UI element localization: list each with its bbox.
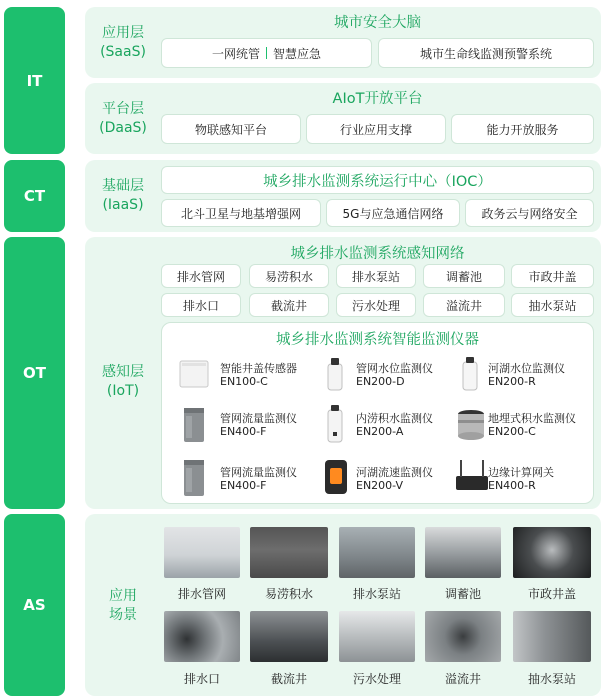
device-model: EN100-C xyxy=(220,375,268,388)
sidebar-ot xyxy=(4,237,65,509)
device-name: 边缘计算网关 xyxy=(488,466,554,479)
daas-box-label: 行业应用支撑 xyxy=(339,122,412,137)
scene-caption: 易涝积水 xyxy=(264,587,313,601)
device-name: 地埋式积水监测仪 xyxy=(488,412,576,425)
device-model: EN400-R xyxy=(488,479,536,492)
network-item-pump-station xyxy=(336,264,416,288)
network-item-sewage-treatment xyxy=(336,293,416,317)
device-item xyxy=(454,456,594,498)
iaas-title: 城乡排水监测系统运行中心（IOC） xyxy=(263,173,492,190)
scene-photo-sewage-treatment xyxy=(339,611,415,662)
saas-box-lifeline-label: 城市生命线监测预警系统 xyxy=(419,46,552,61)
scenes-layer-label xyxy=(85,587,161,625)
iaas-layer-sub: (IaaS) xyxy=(102,197,144,213)
saas-layer-label xyxy=(85,24,161,62)
device-name: 管网流量监测仪 xyxy=(220,466,297,479)
scene-photo-waterlogging xyxy=(250,527,328,578)
router-icon xyxy=(454,456,490,498)
iaas-box-5g xyxy=(326,199,460,227)
iaas-box-label: 政务云与网络安全 xyxy=(481,206,578,221)
daas-box-label: 能力开放服务 xyxy=(486,122,559,137)
scene-photo-storage-tank xyxy=(425,527,501,578)
iaas-layer-name: 基础层 xyxy=(102,178,144,194)
device-item xyxy=(454,404,594,444)
sidebar-ot-label: OT xyxy=(23,364,46,382)
device-name: 河湖水位监测仪 xyxy=(488,362,565,375)
network-item-outfall xyxy=(161,293,241,317)
flow-meter-icon xyxy=(176,404,212,444)
saas-layer-sub: (SaaS) xyxy=(100,44,146,60)
scene-photo-manhole xyxy=(513,527,591,578)
device-model: EN400-F xyxy=(220,425,267,438)
device-name: 管网水位监测仪 xyxy=(356,362,433,375)
device-model: EN200-A xyxy=(356,425,404,438)
level-meter-icon xyxy=(318,356,354,392)
scenes-layer-name-2: 场景 xyxy=(109,607,137,623)
daas-box-label: 物联感知平台 xyxy=(194,122,267,137)
network-item-label: 溢流井 xyxy=(445,298,482,313)
scene-photo-drain-pump xyxy=(513,611,591,662)
network-item-label: 排水泵站 xyxy=(351,269,400,284)
network-item-drain-pump xyxy=(511,293,594,317)
device-model: EN200-R xyxy=(488,375,536,388)
waterlogging-icon xyxy=(318,404,354,444)
scenes-layer-name-1: 应用 xyxy=(109,588,137,604)
scene-photo-overflow-well xyxy=(425,611,501,662)
scene-photo-outfall xyxy=(164,611,240,662)
daas-layer-name: 平台层 xyxy=(102,101,144,117)
network-item-label: 调蓄池 xyxy=(445,269,482,284)
saas-box-lifeline xyxy=(378,38,594,68)
device-name: 管网流量监测仪 xyxy=(220,412,297,425)
buried-sensor-icon xyxy=(454,404,490,444)
device-model: EN200-V xyxy=(356,479,404,492)
radar-level-icon xyxy=(454,356,490,392)
device-name: 智能井盖传感器 xyxy=(220,362,297,375)
scene-caption: 排水泵站 xyxy=(352,587,401,601)
daas-title: AIoT开放平台 xyxy=(332,91,423,107)
device-item xyxy=(318,356,458,392)
saas-layer-name: 应用层 xyxy=(102,25,144,41)
device-item xyxy=(176,356,316,392)
scene-caption: 截流井 xyxy=(270,672,307,686)
device-item xyxy=(176,456,316,498)
network-item-label: 排水口 xyxy=(182,298,219,313)
scene-caption: 调蓄池 xyxy=(444,587,481,601)
sidebar-it xyxy=(4,7,65,154)
saas-title: 城市安全大脑 xyxy=(334,15,421,31)
sidebar-as xyxy=(4,514,65,696)
iaas-box-cloud xyxy=(465,199,594,227)
device-name: 河湖流速监测仪 xyxy=(356,466,433,479)
scene-caption: 市政井盖 xyxy=(527,587,576,601)
daas-box-industry xyxy=(306,114,446,144)
network-item-label: 排水管网 xyxy=(176,269,225,284)
network-item-label: 抽水泵站 xyxy=(528,298,577,313)
device-model: EN400-F xyxy=(220,479,267,492)
scene-caption: 抽水泵站 xyxy=(527,672,576,686)
scene-caption: 排水管网 xyxy=(177,587,226,601)
divider xyxy=(266,47,267,59)
device-item xyxy=(176,404,316,444)
device-model: EN200-D xyxy=(356,375,405,388)
network-item-label: 截流井 xyxy=(270,298,307,313)
network-item-label: 污水处理 xyxy=(351,298,400,313)
daas-layer-sub: (DaaS) xyxy=(99,120,147,136)
scene-caption: 污水处理 xyxy=(352,672,401,686)
network-item-overflow-well xyxy=(423,293,505,317)
network-item-label: 市政井盖 xyxy=(528,269,577,284)
network-item-label: 易涝积水 xyxy=(264,269,313,284)
scene-photo-interception-well xyxy=(250,611,328,662)
iaas-box-beidou xyxy=(161,199,321,227)
iaas-box-label: 5G与应急通信网络 xyxy=(342,206,444,221)
saas-box-governance xyxy=(161,38,372,68)
network-item-waterlogging xyxy=(249,264,329,288)
scene-caption: 排水口 xyxy=(183,672,220,686)
sidebar-ct xyxy=(4,160,65,232)
iot-layer-sub: (IoT) xyxy=(106,383,140,399)
daas-layer-label xyxy=(85,100,161,138)
daas-box-iot-platform xyxy=(161,114,301,144)
flow-meter-icon xyxy=(176,456,212,498)
sidebar-it-label: IT xyxy=(26,71,43,90)
iot-layer-name: 感知层 xyxy=(102,364,144,380)
scene-photo-pump-station xyxy=(339,527,415,578)
network-item-interception-well xyxy=(249,293,329,317)
white-box-sensor-icon xyxy=(176,356,212,392)
saas-box-a-label: 一网统管 xyxy=(211,46,260,61)
scene-photo-drainage-pipe xyxy=(164,527,240,578)
network-item-storage-tank xyxy=(423,264,505,288)
device-item xyxy=(318,404,458,444)
device-item xyxy=(318,456,458,498)
device-item xyxy=(454,356,594,392)
iaas-box-label: 北斗卫星与地基增强网 xyxy=(180,206,301,221)
iot-layer-label xyxy=(85,363,161,401)
instrument-title: 城乡排水监测系统智能监测仪器 xyxy=(276,332,479,348)
saas-box-b-label: 智慧应急 xyxy=(273,46,322,61)
daas-box-capability xyxy=(451,114,594,144)
device-name: 内涝积水监测仪 xyxy=(356,412,433,425)
iot-network-title: 城乡排水监测系统感知网络 xyxy=(290,246,465,262)
sidebar-as-label: AS xyxy=(23,596,46,614)
network-item-manhole xyxy=(511,264,594,288)
device-model: EN200-C xyxy=(488,425,536,438)
sidebar-ct-label: CT xyxy=(23,187,46,205)
iaas-layer-label xyxy=(85,177,161,215)
scene-caption: 溢流井 xyxy=(444,672,481,686)
network-item-drainage-pipe xyxy=(161,264,241,288)
velocity-meter-icon xyxy=(318,456,354,498)
iaas-title-box xyxy=(161,166,594,194)
